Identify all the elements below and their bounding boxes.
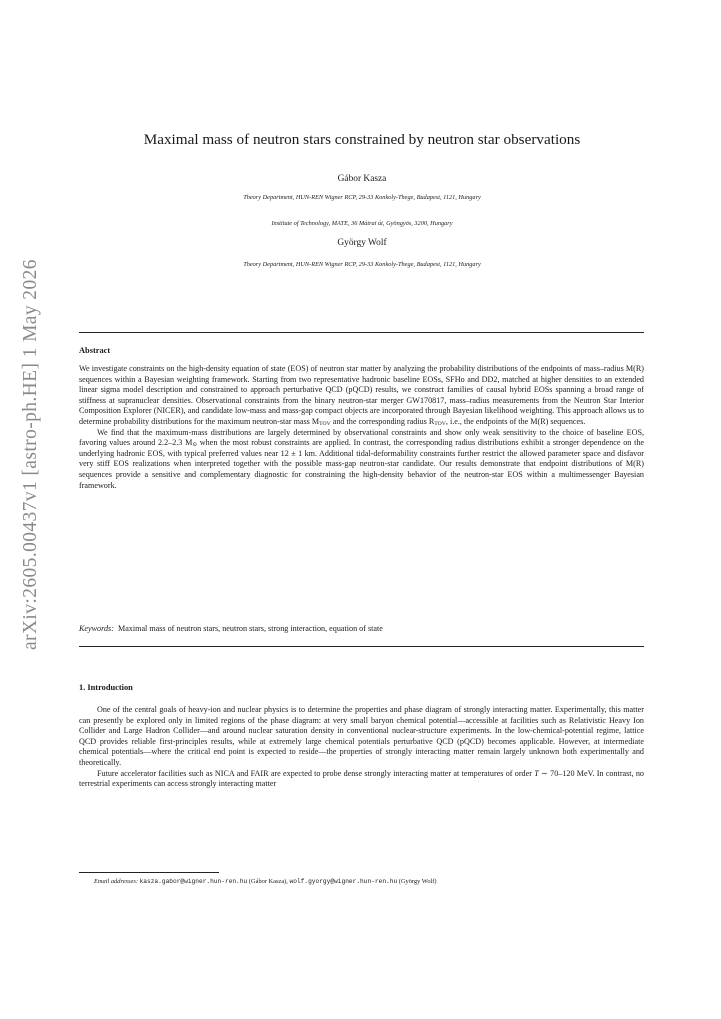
keywords-text: Maximal mass of neutron stars, neutron stars, strong interaction, equation of state bbox=[117, 624, 383, 633]
author-affiliation: Theory Department, HUN-REN Wigner RCP, 29-33 Konkoly-Thege, Budapest, 1121, Hungary bbox=[243, 261, 481, 268]
arxiv-identifier: arXiv:2605.00437v1 [astro-ph.HE] 1 May 2026 bbox=[20, 259, 41, 650]
intro-paragraph: One of the central goals of heavy-ion and nuclear physics is to determine the properties and phase diagram of strongly interacting matter. Experimentally, this matter can presently be explored only in limited regions of the phase diagram: at very small baryon chemical potential—accessible at facilities such as Relativistic Heavy Ion Collider and Large Hadron Collider—and around nuclear saturation density in conventional nuclear-structure experiments. In the low-chemical-potential regime, lattice QCD provides reliable first-principles results, while at extremely large chemical potentials perturbative QCD (pQCD) becomes applicable. However, at intermediate chemical potentials—where the critical end point is expected to reside—the properties of strongly interacting matter remain largely unknown both experimentally and theoretically. bbox=[79, 705, 644, 767]
keywords-label: Keywords: bbox=[79, 624, 114, 633]
abstract-rule bbox=[79, 646, 644, 647]
introduction-body bbox=[79, 705, 644, 790]
author-affiliation: Theory Department, HUN-REN Wigner RCP, 29-33 Konkoly-Thege, Budapest, 1121, Hungary bbox=[243, 194, 481, 201]
author-name: Gábor Kasza bbox=[337, 174, 387, 184]
abstract-heading: Abstract bbox=[79, 346, 111, 355]
footnote-emails: Email addresses: kasza.gabor@wigner.hun-ren.hu (Gábor Kasza), wolf.gyorgy@wigner.hun-ren.hu (György Wolf) bbox=[94, 878, 437, 885]
paper-title: Maximal mass of neutron stars constrained by neutron star observations bbox=[143, 131, 581, 148]
keywords bbox=[79, 624, 644, 633]
footnote-rule bbox=[79, 872, 219, 873]
abstract-body bbox=[79, 364, 644, 491]
author-name: György Wolf bbox=[337, 238, 387, 248]
abstract-paragraph: We investigate constraints on the high-density equation of state (EOS) of neutron star matter by analyzing the probability distributions of the endpoints of mass–radius M(R) sequences within a Bayesian weighting framework. Starting from two representative hadronic baseline EOSs, SFHo and DD2, matched at higher densities to an extended linear sigma model description and constrained to approach perturbative QCD (pQCD) results, we construct families of causal hybrid EOSs spanning a broad range of stiffness at supranuclear densities. Observational constraints from the binary neutron-star merger GW170817, mass–radius measurements from the Neutron Star Interior Composition Explorer (NICER), and candidate low-mass and mass-gap compact objects are incorporated through Bayesian likelihood weighting. This approach allows us to determine probability distributions for the maximum neutron-star mass $M_{TOV}$ and the corresponding radius $R_{TOV}$, i.e., the endpoints of the M(R) sequences. bbox=[79, 364, 644, 427]
abstract-paragraph: We find that the maximum-mass distributions are largely determined by observational constraints and show only weak sensitivity to the choice of baseline EOS, favoring values around 2.2–2.3 $M_⊙$ when the most robust constraints are applied. In contrast, the corresponding radius distributions exhibit a stronger dependence on the underlying hadronic EOS, with typical preferred values near 12 ± 1 km. Additional tidal-deformability constraints further restrict the allowed parameter space and disfavor very stiff EOS realizations when interpreted together with the possible mass-gap neutron-star candidate. Our results demonstrate that endpoint distributions of M(R) sequences provide a sensitive and complementary diagnostic for constraining the high-density behavior of the neutron-star EOS within a multimessenger Bayesian framework. bbox=[79, 427, 644, 490]
section-heading: 1. Introduction bbox=[79, 683, 133, 692]
footnote-label: Email addresses: bbox=[94, 878, 138, 885]
intro-paragraph: Future accelerator facilities such as NICA and FAIR are expected to probe dense strongly interacting matter at temperatures of order T ∼ 70–120 MeV. In contrast, no terrestrial experiments can access strongly interacting matter bbox=[79, 768, 644, 789]
email-link[interactable]: kasza.gabor@wigner.hun-ren.hu bbox=[139, 878, 248, 885]
email-link[interactable]: wolf.gyorgy@wigner.hun-ren.hu bbox=[289, 878, 398, 885]
header-rule bbox=[79, 332, 644, 333]
author-affiliation: Institute of Technology, MATE, 36 Mátrai út, Gyöngyös, 3200, Hungary bbox=[271, 220, 453, 227]
